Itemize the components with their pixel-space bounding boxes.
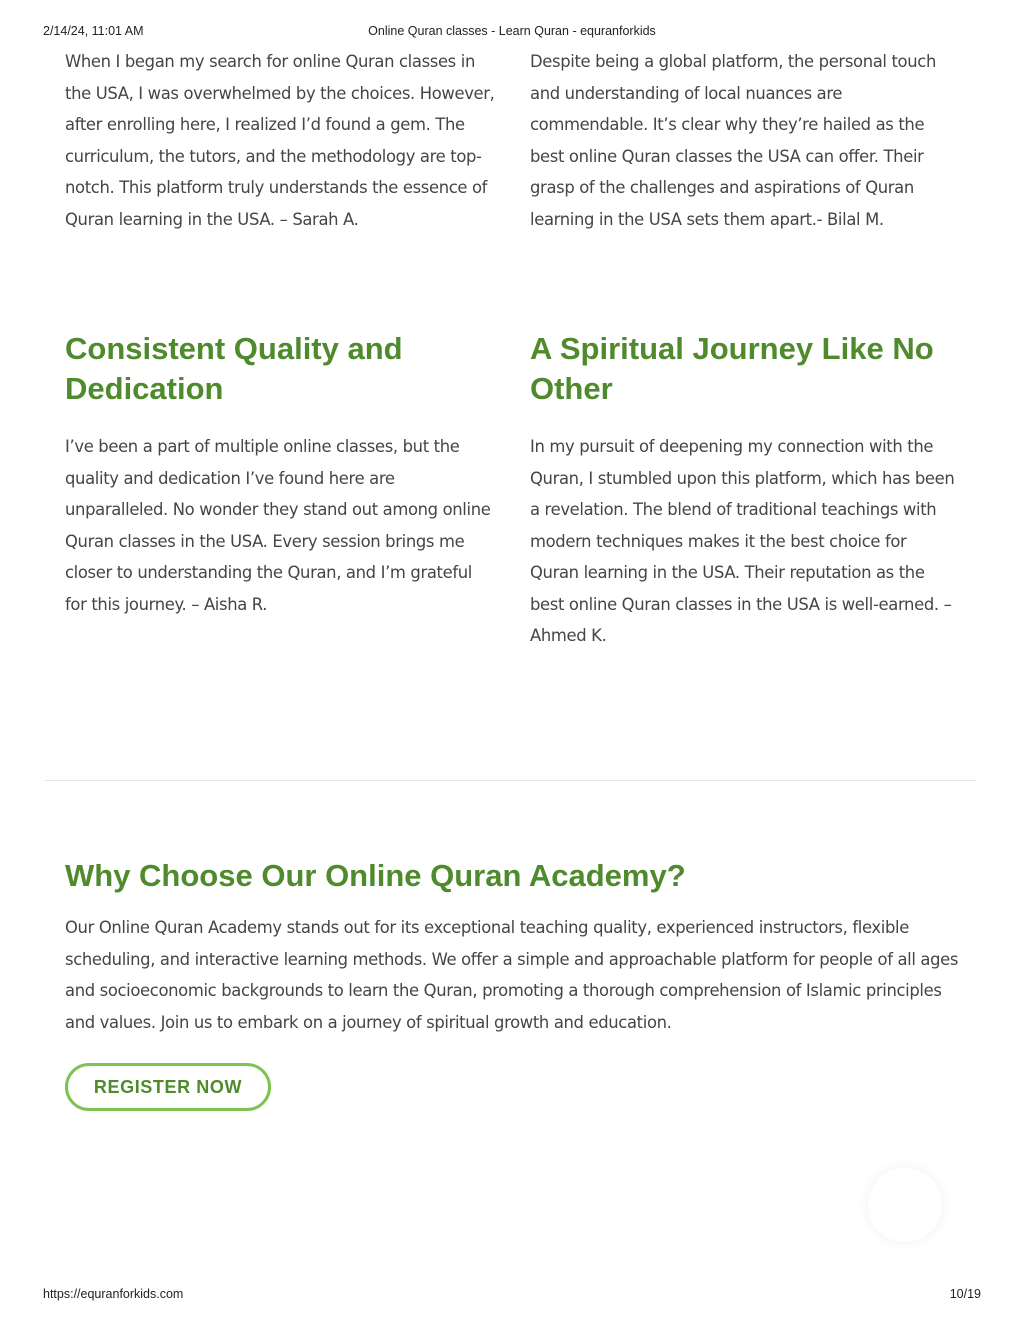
testimonial-ahmed — [530, 329, 960, 652]
print-page-number: 10/19 — [949, 1287, 981, 1301]
testimonial-text: Despite being a global platform, the personal touch and understanding of local nuances are commendable. It’s clear why they’re hailed as the best online Quran classes the USA can offer. Their grasp of the challenges and aspirations of Quran learning in the USA sets them apart.- Bilal M. — [530, 52, 936, 229]
print-datetime: 2/14/24, 11:01 AM — [43, 24, 144, 38]
register-now-button[interactable]: REGISTER NOW — [65, 1063, 271, 1111]
why-choose-heading: Why Choose Our Online Quran Academy? — [65, 858, 686, 893]
section-divider — [45, 780, 976, 781]
testimonial-aisha — [65, 329, 495, 620]
testimonial-heading: Consistent Quality and Dedication — [65, 331, 403, 406]
print-page-title: Online Quran classes - Learn Quran - equranforkids — [368, 24, 656, 38]
testimonial-heading: A Spiritual Journey Like No Other — [530, 331, 934, 406]
why-choose-text: Our Online Quran Academy stands out for its exceptional teaching quality, experienced instructors, flexible scheduling, and interactive learning methods. We offer a simple and approachable platform for people of all ages and socioeconomic backgrounds to learn the Quran, promoting a thorough comprehension of Islamic principles and values. Join us to embark on a journey of spiritual growth and education. — [65, 918, 959, 1032]
testimonial-sarah — [65, 46, 495, 235]
testimonial-text: In my pursuit of deepening my connection with the Quran, I stumbled upon this platform, which has been a revelation. The blend of traditional teachings with modern techniques makes it the best choice for Quran learning in the USA. Their reputation as the best online Quran classes in the USA is well-earned. – Ahmed K. — [530, 437, 955, 645]
testimonial-text: When I began my search for online Quran classes in the USA, I was overwhelmed by the choices. However, after enrolling here, I realized I’d found a gem. The curriculum, the tutors, and the methodology are top-notch. This platform truly understands the essence of Quran learning in the USA. – Sarah A. — [65, 52, 495, 229]
testimonial-text: I’ve been a part of multiple online classes, but the quality and dedication I’ve found here are unparalleled. No wonder they stand out among online Quran classes in the USA. Every session brings me closer to understanding the Quran, and I’m grateful for this journey. – Aisha R. — [65, 437, 491, 614]
print-footer — [0, 1287, 1024, 1303]
chat-bubble-icon[interactable] — [868, 1168, 942, 1242]
testimonial-bilal — [530, 46, 960, 235]
print-header — [0, 24, 1024, 40]
print-url: https://equranforkids.com — [43, 1287, 184, 1301]
